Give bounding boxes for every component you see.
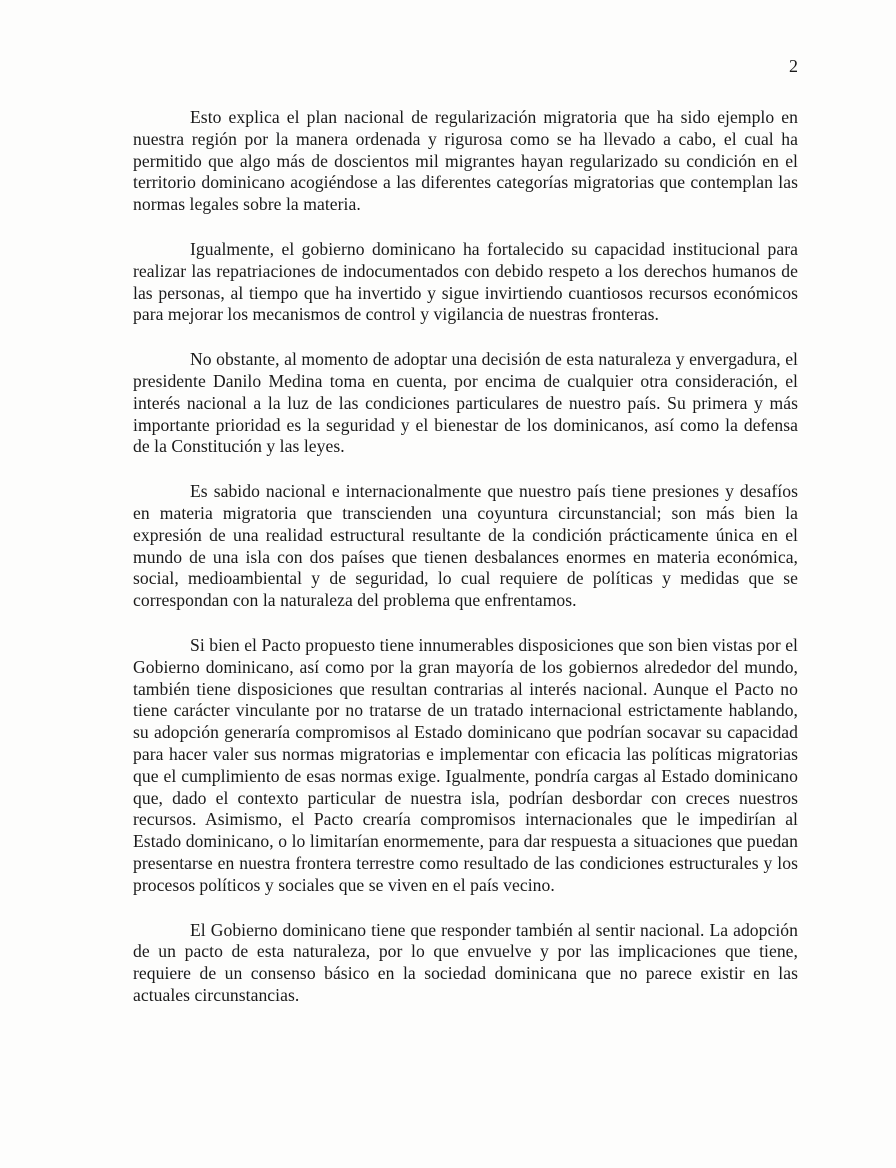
page-number: 2 xyxy=(789,56,798,76)
paragraph-migration-challenges: Es sabido nacional e internacionalmente que nuestro país tiene presiones y desafíos en materia migratoria que transcienden una coyuntura circunstancial; son más bien la expresión de una realidad estructural resultante de la condición prácticamente única en el mundo de una isla con dos países que tienen desbalances enormes en materia económica, social, medioambiental y de seguridad, lo cual requiere de políticas y medidas que se correspondan con la naturaleza del problema que enfrentamos. xyxy=(133,481,798,611)
document-body xyxy=(133,107,798,1030)
paragraph-national-interest: No obstante, al momento de adoptar una decisión de esta naturaleza y envergadura, el presidente Danilo Medina toma en cuenta, por encima de cualquier otra consideración, el interés nacional a la luz de las condiciones particulares de nuestro país. Su primera y más importante prioridad es la seguridad y el bienestar de los dominicanos, así como la defensa de la Constitución y las leyes. xyxy=(133,349,798,457)
paragraph-institutional-capacity: Igualmente, el gobierno dominicano ha fortalecido su capacidad institucional para realizar las repatriaciones de indocumentados con debido respeto a los derechos humanos de las personas, al tiempo que ha invertido y sigue invirtiendo cuantiosos recursos económicos para mejorar los mecanismos de control y vigilancia de nuestras fronteras. xyxy=(133,238,798,325)
paragraph-pact-provisions: Si bien el Pacto propuesto tiene innumerables disposiciones que son bien vistas por el Gobierno dominicano, así como por la gran mayoría de los gobiernos alrededor del mundo, también tiene disposiciones que resultan contrarias al interés nacional. Aunque el Pacto no tiene carácter vinculante por no tratarse de un tratado internacional estrictamente hablando, su adopción generaría compromisos al Estado dominicano que podrían socavar su capacidad para hacer valer sus normas migratorias e implementar con eficacia las políticas migratorias que el cumplimiento de esas normas exige. Igualmente, pondría cargas al Estado dominicano que, dado el contexto particular de nuestra isla, podrían desbordar con creces nuestros recursos. Asimismo, el Pacto crearía compromisos internacionales que le impedirían al Estado dominicano, o lo limitarían enormemente, para dar respuesta a situaciones que puedan presentarse en nuestra frontera terrestre como resultado de las condiciones estructurales y los procesos políticos y sociales que se viven en el país vecino. xyxy=(133,634,798,895)
paragraph-national-sentiment: El Gobierno dominicano tiene que responder también al sentir nacional. La adopción de un pacto de esta naturaleza, por lo que envuelve y por las implicaciones que tiene, requiere de un consenso básico en la sociedad dominicana que no parece existir en las actuales circunstancias. xyxy=(133,919,798,1005)
paragraph-regularization-plan: Esto explica el plan nacional de regularización migratoria que ha sido ejemplo en nuestra región por la manera ordenada y rigurosa como se ha llevado a cabo, el cual ha permitido que algo más de doscientos mil migrantes hayan regularizado su condición en el territorio dominicano acogiéndose a las diferentes categorías migratorias que contemplan las normas legales sobre la materia. xyxy=(133,107,798,215)
